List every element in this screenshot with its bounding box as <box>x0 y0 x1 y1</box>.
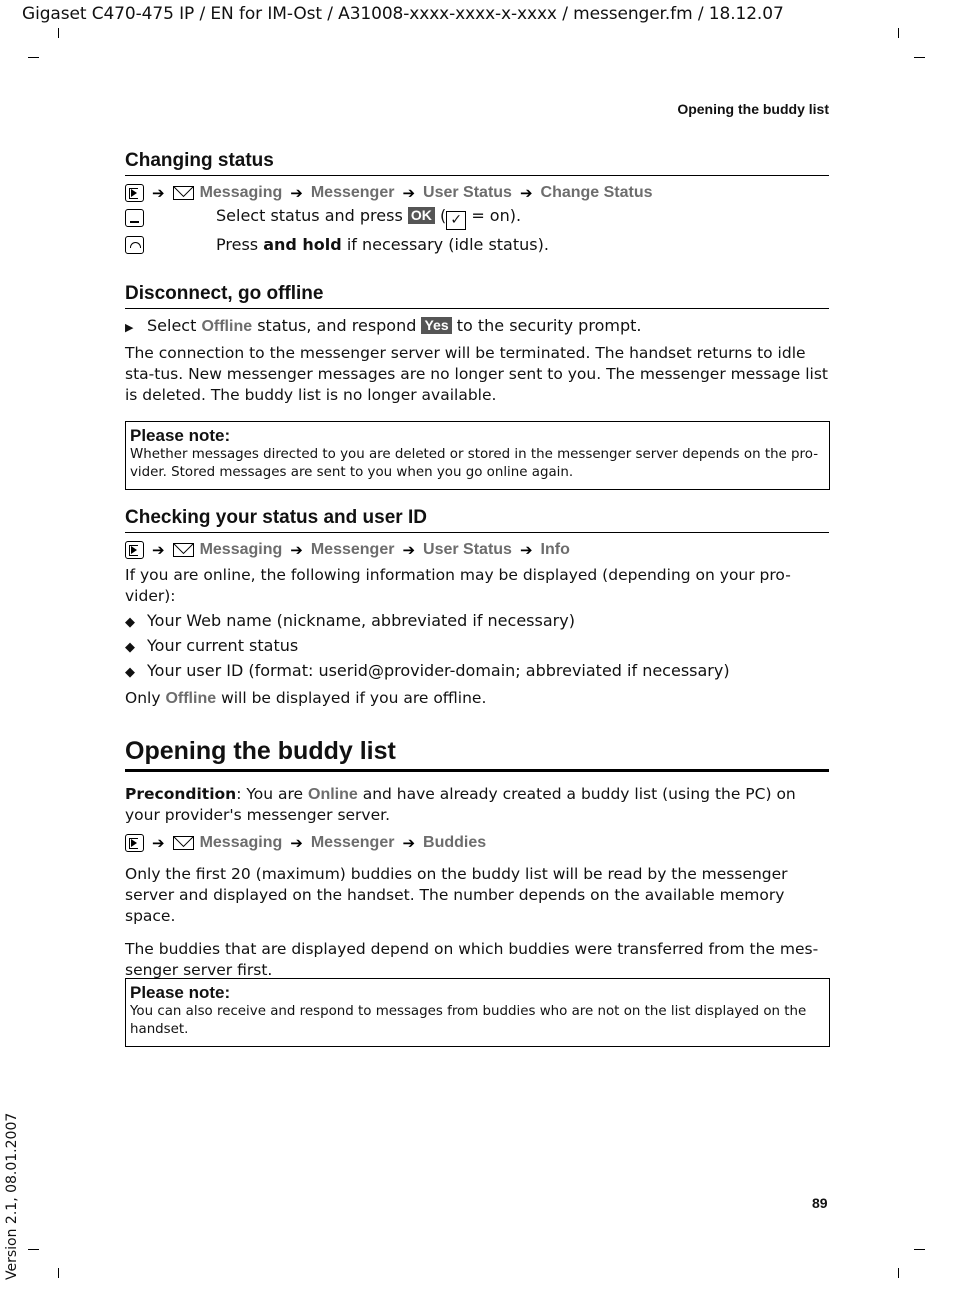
yes-softkey: Yes <box>421 317 451 334</box>
menu-item: Online <box>308 786 358 803</box>
menu-item: Messenger <box>310 541 395 558</box>
paragraph: Only the first 20 (maximum) buddies on the buddy list will be read by the messenger server and displayed on the handset. The number depends on the available memory space. <box>125 865 788 925</box>
menu-item: Messaging <box>199 541 283 558</box>
checkbox-icon: ✓ <box>446 211 466 230</box>
list-item: ◆ Your user ID (format: userid@provider-domain; abbreviated if necessary) <box>125 661 730 680</box>
note-title: Please note: <box>130 426 231 445</box>
page-number: 89 <box>812 1195 828 1211</box>
arrow-icon: ➔ <box>519 184 533 202</box>
document-header: Gigaset C470-475 IP / EN for IM-Ost / A31008-xxxx-xxxx-x-xxxx / messenger.fm / 18.12.07 <box>22 4 784 24</box>
instruction-row <box>125 204 829 231</box>
list-item: ▶ Select Offline status, and respond Yes to the security prompt. <box>125 316 642 335</box>
section-heading: Disconnect, go offline <box>125 283 829 309</box>
menu-item: Buddies <box>423 834 487 851</box>
menu-item: Offline <box>165 690 217 707</box>
menu-key-icon <box>125 834 144 852</box>
menu-item: Messenger <box>310 834 395 851</box>
menu-item: Change Status <box>540 184 653 201</box>
list-item: ◆ Your Web name (nickname, abbreviated if necessary) <box>125 611 575 630</box>
note-text: You can also receive and respond to messages from buddies who are not on the list displayed on the handset. <box>130 1004 807 1037</box>
list-item: ◆ Your current status <box>125 636 299 655</box>
menu-item: Messenger <box>310 184 395 201</box>
paragraph: The connection to the messenger server will be terminated. The handset returns to idle sta-tus. New messenger messages are no longer sent to you. The messenger message list is deleted. The buddy list is no longer available. <box>125 344 828 404</box>
section-heading: Changing status <box>125 150 829 176</box>
control-key-down-icon <box>125 209 144 227</box>
instruction-row <box>125 231 829 258</box>
menu-item: Messaging <box>199 834 283 851</box>
section-buddy-list <box>125 737 829 981</box>
crop-mark <box>58 28 59 38</box>
running-title: Opening the buddy list <box>677 101 829 117</box>
crop-mark <box>28 57 39 58</box>
arrow-icon: ➔ <box>152 541 165 559</box>
arrow-icon: ➔ <box>290 834 303 852</box>
section-checking-status <box>125 507 829 709</box>
arrow-icon: ➔ <box>290 541 303 559</box>
envelope-icon <box>173 543 194 557</box>
menu-path <box>125 832 829 854</box>
crop-mark <box>914 57 925 58</box>
menu-key-icon <box>125 541 144 559</box>
section-changing-status <box>125 150 829 258</box>
note-text: Whether messages directed to you are deleted or stored in the messenger server depends on the pro-vider. Stored messages are sent to you when you go online again. <box>130 447 819 480</box>
arrow-icon: ➔ <box>402 834 416 852</box>
crop-mark <box>898 28 899 38</box>
instruction-text: Select status and press OK ( ✓ = on). <box>216 205 522 228</box>
crop-mark <box>914 1249 925 1250</box>
crop-mark <box>58 1268 59 1278</box>
menu-item: Offline <box>201 318 253 335</box>
crop-mark <box>28 1249 39 1250</box>
paragraph: If you are online, the following information may be displayed (depending on your pro-vider): <box>125 566 791 605</box>
arrow-icon: ➔ <box>402 184 416 202</box>
arrow-icon: ➔ <box>152 184 165 202</box>
version-label: Version 2.1, 08.01.2007 <box>4 1112 20 1280</box>
note-box <box>125 978 830 1047</box>
paragraph: Precondition: You are Online and have already created a buddy list (using the PC) on your provider's messenger server. <box>125 785 796 824</box>
crop-mark <box>898 1268 899 1278</box>
section-disconnect <box>125 283 829 406</box>
section-heading: Checking your status and user ID <box>125 507 829 533</box>
menu-path <box>125 182 829 204</box>
paragraph: The buddies that are displayed depend on which buddies were transferred from the mes-senger server first. <box>125 940 819 979</box>
end-call-key-icon <box>125 236 144 254</box>
ok-softkey: OK <box>408 207 435 224</box>
menu-item: User Status <box>423 541 512 558</box>
note-box <box>125 421 830 490</box>
envelope-icon <box>173 836 194 850</box>
arrow-icon: ➔ <box>152 834 165 852</box>
note-title: Please note: <box>130 983 231 1002</box>
arrow-icon: ➔ <box>519 541 533 559</box>
menu-key-icon <box>125 184 144 202</box>
chapter-heading: Opening the buddy list <box>125 737 829 772</box>
paragraph: Only Offline will be displayed if you are offline. <box>125 689 487 707</box>
menu-item: Messaging <box>199 184 283 201</box>
arrow-icon: ➔ <box>402 541 416 559</box>
instruction-text: Press and hold if necessary (idle status). <box>216 235 549 254</box>
menu-item: User Status <box>423 184 512 201</box>
menu-path <box>125 539 829 561</box>
envelope-icon <box>173 186 194 200</box>
arrow-icon: ➔ <box>290 184 303 202</box>
menu-item: Info <box>540 541 570 558</box>
